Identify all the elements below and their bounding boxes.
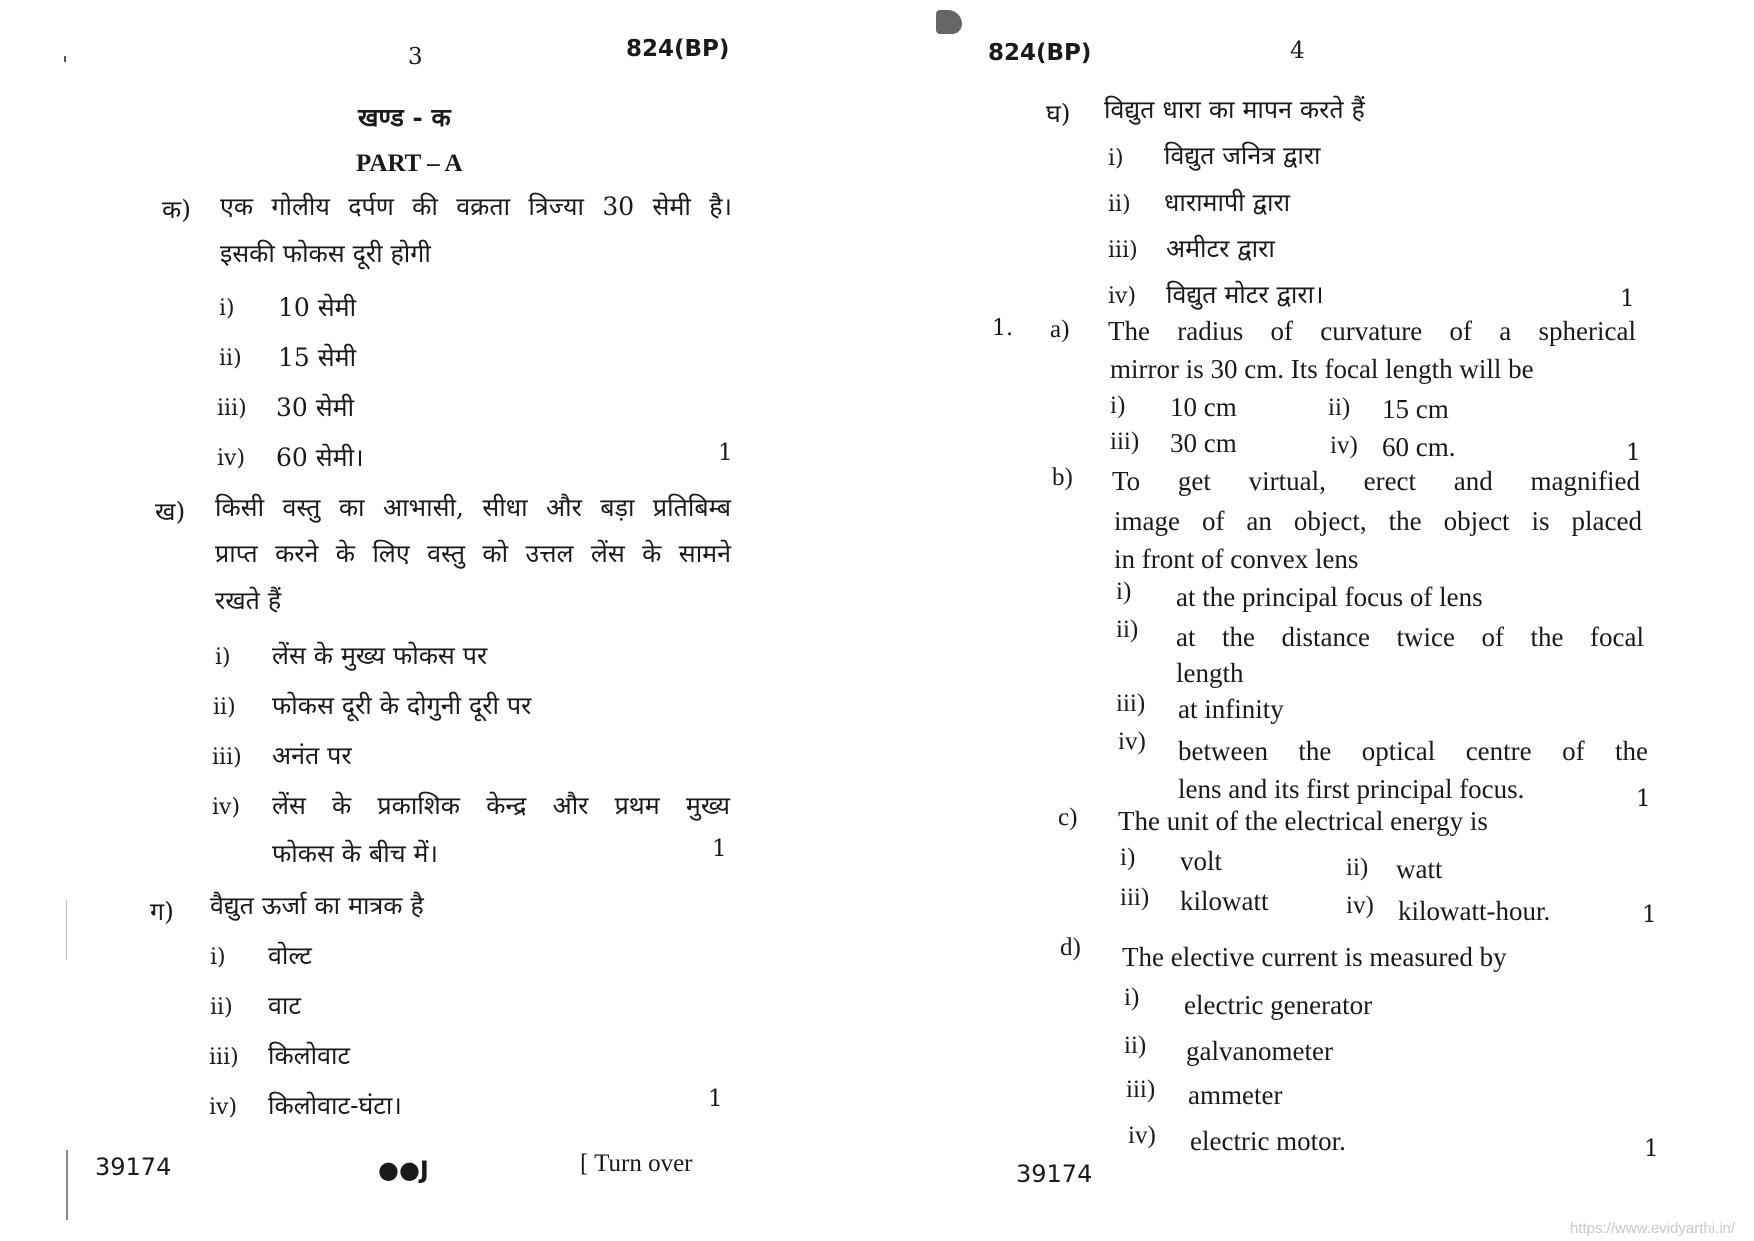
option-number: ii)	[219, 346, 242, 371]
question-text: mirror is 30 cm. Its focal length will be	[1110, 354, 1534, 384]
option-number: ii)	[1116, 616, 1139, 643]
option-number: iv)	[212, 795, 241, 820]
option-text: अमीटर द्वारा	[1166, 234, 1275, 263]
option-text: ammeter	[1188, 1080, 1283, 1110]
question-label: ग)	[150, 897, 174, 926]
option-text: 10 cm	[1170, 392, 1237, 422]
turn-over-note: [ Turn over	[580, 1150, 693, 1177]
option-number: iii)	[1126, 1076, 1156, 1103]
marks: 1	[1642, 902, 1657, 928]
option-text: धारामापी द्वारा	[1164, 188, 1291, 217]
scan-artifact	[66, 1150, 68, 1220]
option-number: i)	[1124, 984, 1140, 1011]
option-text: electric generator	[1184, 990, 1373, 1020]
option-text: 15 सेमी	[278, 343, 357, 372]
option-number: iii)	[1108, 238, 1138, 263]
option-number: iv)	[209, 1095, 238, 1120]
left-footer-mark: ●●J	[378, 1156, 429, 1184]
scan-artifact	[64, 56, 66, 62]
marks: 1	[1636, 786, 1651, 812]
option-number: ii)	[1108, 192, 1131, 217]
option-text: kilowatt-hour.	[1398, 896, 1551, 926]
option-number: iii)	[209, 1045, 239, 1070]
question-text: The radius of curvature of a spherical	[1108, 316, 1636, 346]
option-text: watt	[1396, 854, 1443, 884]
option-number: i)	[215, 645, 231, 670]
watermark-url: https://www.evidyarthi.in/	[1570, 1220, 1736, 1237]
left-paper-code: 824(BP)	[626, 36, 730, 62]
question-text: इसकी फोकस दूरी होगी	[220, 239, 431, 268]
option-number: iv)	[1346, 892, 1374, 919]
option-text: फोकस दूरी के दोगुनी दूरी पर	[272, 691, 532, 720]
question-label: ख)	[155, 497, 186, 526]
option-number: iii)	[212, 745, 242, 770]
section-title-hindi: खण्ड - क	[358, 103, 451, 132]
option-text: 30 सेमी	[276, 393, 355, 422]
marks: 1	[708, 1086, 723, 1112]
option-number: iv)	[1128, 1122, 1156, 1149]
question-number: 1.	[992, 316, 1013, 341]
option-text: 60 सेमी।	[276, 443, 364, 472]
option-text: विद्युत मोटर द्वारा।	[1166, 280, 1324, 309]
option-text: volt	[1180, 846, 1223, 876]
question-label: d)	[1060, 934, 1081, 961]
option-text: वाट	[268, 991, 301, 1020]
option-number: iv)	[1330, 432, 1358, 459]
option-number: iii)	[1120, 884, 1150, 911]
option-number: ii)	[1124, 1032, 1147, 1059]
question-text: किसी वस्तु का आभासी, सीधा और बड़ा प्रतिबिम्ब	[215, 493, 731, 522]
left-page-number: 3	[408, 44, 423, 70]
option-number: iv)	[1108, 284, 1137, 309]
option-number: ii)	[213, 695, 236, 720]
option-number: ii)	[1328, 394, 1351, 421]
option-number: iii)	[1116, 690, 1146, 717]
option-text: 10 सेमी	[278, 293, 357, 322]
option-number: i)	[1108, 146, 1124, 171]
option-text: kilowatt	[1180, 886, 1269, 916]
question-text: वैद्युत ऊर्जा का मात्रक है	[210, 891, 424, 920]
question-text: To get virtual, erect and magnified	[1112, 466, 1640, 496]
right-footer-code: 39174	[1016, 1160, 1093, 1188]
question-text: एक गोलीय दर्पण की वक्रता त्रिज्या 30 सेमी है।	[220, 192, 732, 221]
option-number: i)	[210, 945, 226, 970]
scan-artifact	[66, 900, 67, 960]
question-label: घ)	[1046, 99, 1071, 128]
question-label: c)	[1058, 804, 1078, 831]
option-number: i)	[1116, 578, 1132, 605]
option-text: विद्युत जनित्र द्वारा	[1164, 141, 1321, 170]
option-text-continued: फोकस के बीच में।	[272, 839, 438, 868]
marks: 1	[712, 836, 727, 862]
option-number: i)	[1120, 844, 1136, 871]
option-text: किलोवाट	[268, 1041, 351, 1070]
question-text: The unit of the electrical energy is	[1118, 806, 1488, 836]
left-footer-code: 39174	[95, 1153, 172, 1181]
option-text: between the optical centre of the	[1178, 736, 1648, 766]
question-text: विद्युत धारा का मापन करते हैं	[1104, 95, 1365, 124]
section-title-english: PART – A	[356, 150, 463, 177]
question-text: The elective current is measured by	[1122, 942, 1507, 972]
option-number: iii)	[217, 396, 247, 421]
option-number: ii)	[1346, 854, 1369, 881]
question-label: a)	[1050, 316, 1070, 343]
question-text: प्राप्त करने के लिए वस्तु को उत्तल लेंस के सामने	[215, 539, 731, 568]
option-text-continued: lens and its first principal focus.	[1178, 774, 1525, 804]
option-text: at the distance twice of the focal	[1176, 622, 1644, 652]
scan-artifact	[936, 10, 962, 34]
option-text: galvanometer	[1186, 1036, 1333, 1066]
option-text: 30 cm	[1170, 428, 1237, 458]
option-text: लेंस के प्रकाशिक केन्द्र और प्रथम मुख्य	[272, 791, 730, 820]
option-text: 15 cm	[1382, 394, 1449, 424]
option-text: at infinity	[1178, 694, 1284, 724]
right-page-number: 4	[1290, 38, 1305, 64]
question-label: क)	[162, 195, 191, 224]
option-text: at the principal focus of lens	[1176, 582, 1483, 612]
option-number: i)	[219, 296, 235, 321]
option-number: iv)	[217, 446, 246, 471]
question-label: b)	[1052, 464, 1073, 491]
marks: 1	[1626, 440, 1641, 466]
option-text: वोल्ट	[268, 941, 312, 970]
option-number: ii)	[210, 995, 233, 1020]
option-text-continued: length	[1176, 658, 1244, 688]
question-text: रखते हैं	[215, 586, 282, 615]
marks: 1	[718, 440, 733, 466]
option-number: iv)	[1118, 728, 1146, 755]
marks: 1	[1620, 286, 1635, 312]
option-text: 60 cm.	[1382, 432, 1456, 462]
question-text: image of an object, the object is placed	[1114, 506, 1642, 536]
option-text: किलोवाट-घंटा।	[268, 1091, 402, 1120]
question-text: in front of convex lens	[1114, 544, 1359, 574]
option-text: electric motor.	[1190, 1126, 1346, 1156]
option-number: i)	[1110, 392, 1126, 419]
right-paper-code: 824(BP)	[988, 40, 1092, 66]
option-text: अनंत पर	[272, 741, 352, 770]
option-number: iii)	[1110, 428, 1140, 455]
option-text: लेंस के मुख्य फोकस पर	[272, 641, 488, 670]
marks: 1	[1644, 1136, 1659, 1162]
